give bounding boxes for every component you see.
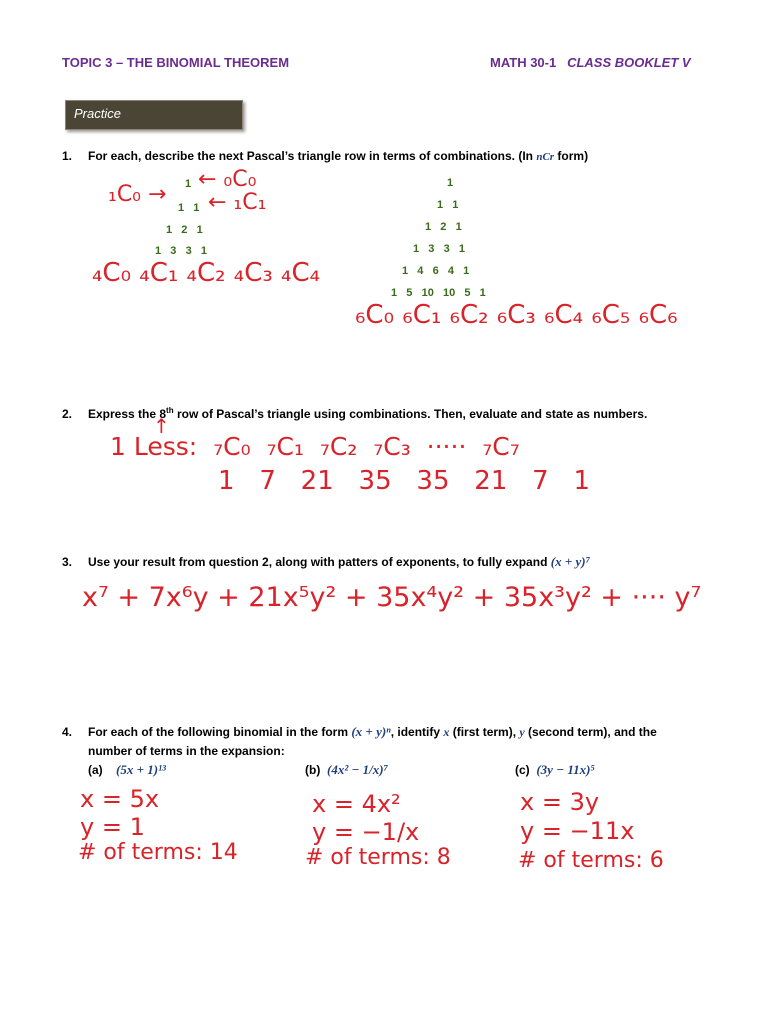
part-expression: (3y − 11x)⁵ xyxy=(536,762,595,777)
question-number: 4. xyxy=(62,725,73,739)
triangle-row: 1 3 3 1 xyxy=(413,243,465,255)
handwritten-answer: x = 3y xyxy=(520,788,600,816)
handwritten-answer: # of terms: 8 xyxy=(305,845,451,870)
binomial-form: (x + y)ⁿ xyxy=(351,724,391,739)
handwritten-row4-combinations: ₄C₀ ₄C₁ ₄C₂ ₄C₃ ₄C₄ xyxy=(92,258,321,288)
question-text: Use your result from question 2, along with patters of exponents, to fully expand xyxy=(88,555,551,569)
triangle-row: 1 xyxy=(185,178,192,190)
booklet-name: CLASS BOOKLET V xyxy=(567,55,691,70)
part-expression: (4x² − 1/x)⁷ xyxy=(327,762,389,777)
part-b xyxy=(305,762,388,778)
y-symbol: y xyxy=(519,725,525,739)
part-label: (c) xyxy=(515,763,530,777)
course-code: MATH 30-1 xyxy=(490,55,557,70)
expand-expression: (x + y)⁷ xyxy=(550,554,591,569)
handwritten-arrow: ↑ xyxy=(153,414,170,438)
triangle-row: 1 1 xyxy=(178,202,200,214)
question-text: , identify xyxy=(390,725,444,739)
question-text: For each of the following binomial in the form xyxy=(88,725,352,739)
handwritten-answer: x = 5x xyxy=(80,785,160,813)
part-label: (a) xyxy=(88,763,103,777)
practice-banner xyxy=(65,100,243,130)
combination-notation: nCr xyxy=(536,151,555,163)
topic-title: TOPIC 3 – THE BINOMIAL THEOREM xyxy=(62,55,290,70)
handwritten-row8-combinations: 1 Less: ₇C₀ ₇C₁ ₇C₂ ₇C₃ ····· ₇C₇ xyxy=(110,432,520,461)
triangle-row: 1 4 6 4 1 xyxy=(402,265,470,277)
triangle-row: 1 xyxy=(447,177,454,189)
handwritten-0c0: ← ₀C₀ xyxy=(198,167,257,192)
part-a xyxy=(88,762,166,778)
part-label: (b) xyxy=(305,763,321,777)
handwritten-1c1: ← ₁C₁ xyxy=(208,190,267,215)
question-text: (second term), and the xyxy=(524,725,657,739)
question-text: (first term), xyxy=(449,725,520,739)
triangle-row: 1 3 3 1 xyxy=(155,245,207,257)
question-text: Express the 8 xyxy=(88,407,167,421)
handwritten-answer: y = −11x xyxy=(520,817,635,845)
question-text-end: row of Pascal’s triangle using combinations. Then, evaluate and state as numbers. xyxy=(173,407,648,421)
question-text: number of terms in the expansion: xyxy=(88,744,285,758)
question-3 xyxy=(62,552,712,572)
triangle-row: 1 2 1 xyxy=(166,224,203,236)
triangle-row: 1 2 1 xyxy=(425,221,462,233)
handwritten-answer: y = 1 xyxy=(80,813,145,841)
practice-label: Practice xyxy=(74,106,121,121)
question-number: 2. xyxy=(62,407,73,421)
question-4 xyxy=(62,722,712,761)
course-title xyxy=(490,55,691,70)
question-text: For each, describe the next Pascal’s triangle row in terms of combinations. (In xyxy=(88,149,537,163)
x-symbol: x xyxy=(443,725,450,739)
triangle-row: 1 5 10 10 5 1 xyxy=(391,287,486,299)
question-number: 3. xyxy=(62,555,73,569)
question-number: 1. xyxy=(62,149,73,163)
handwritten-1c0: ₁C₀ → xyxy=(108,182,167,207)
part-expression: (5x + 1)¹³ xyxy=(116,762,166,777)
handwritten-answer: # of terms: 14 xyxy=(78,840,238,865)
handwritten-row6-combinations: ₆C₀ ₆C₁ ₆C₂ ₆C₃ ₆C₄ ₆C₅ ₆C₆ xyxy=(355,300,678,330)
triangle-row: 1 1 xyxy=(437,199,459,211)
handwritten-row8-values: 1 7 21 35 35 21 7 1 xyxy=(218,466,591,496)
question-text-end: form) xyxy=(554,149,589,163)
handwritten-answer: y = −1/x xyxy=(312,818,420,846)
handwritten-expansion: x⁷ + 7x⁶y + 21x⁵y² + 35x⁴y² + 35x³y² + ···· y⁷ xyxy=(82,582,702,613)
handwritten-answer: # of terms: 6 xyxy=(518,848,664,873)
part-c xyxy=(515,762,595,778)
handwritten-answer: x = 4x² xyxy=(312,790,401,818)
ordinal-suffix: th xyxy=(166,406,174,415)
question-1 xyxy=(62,147,712,167)
